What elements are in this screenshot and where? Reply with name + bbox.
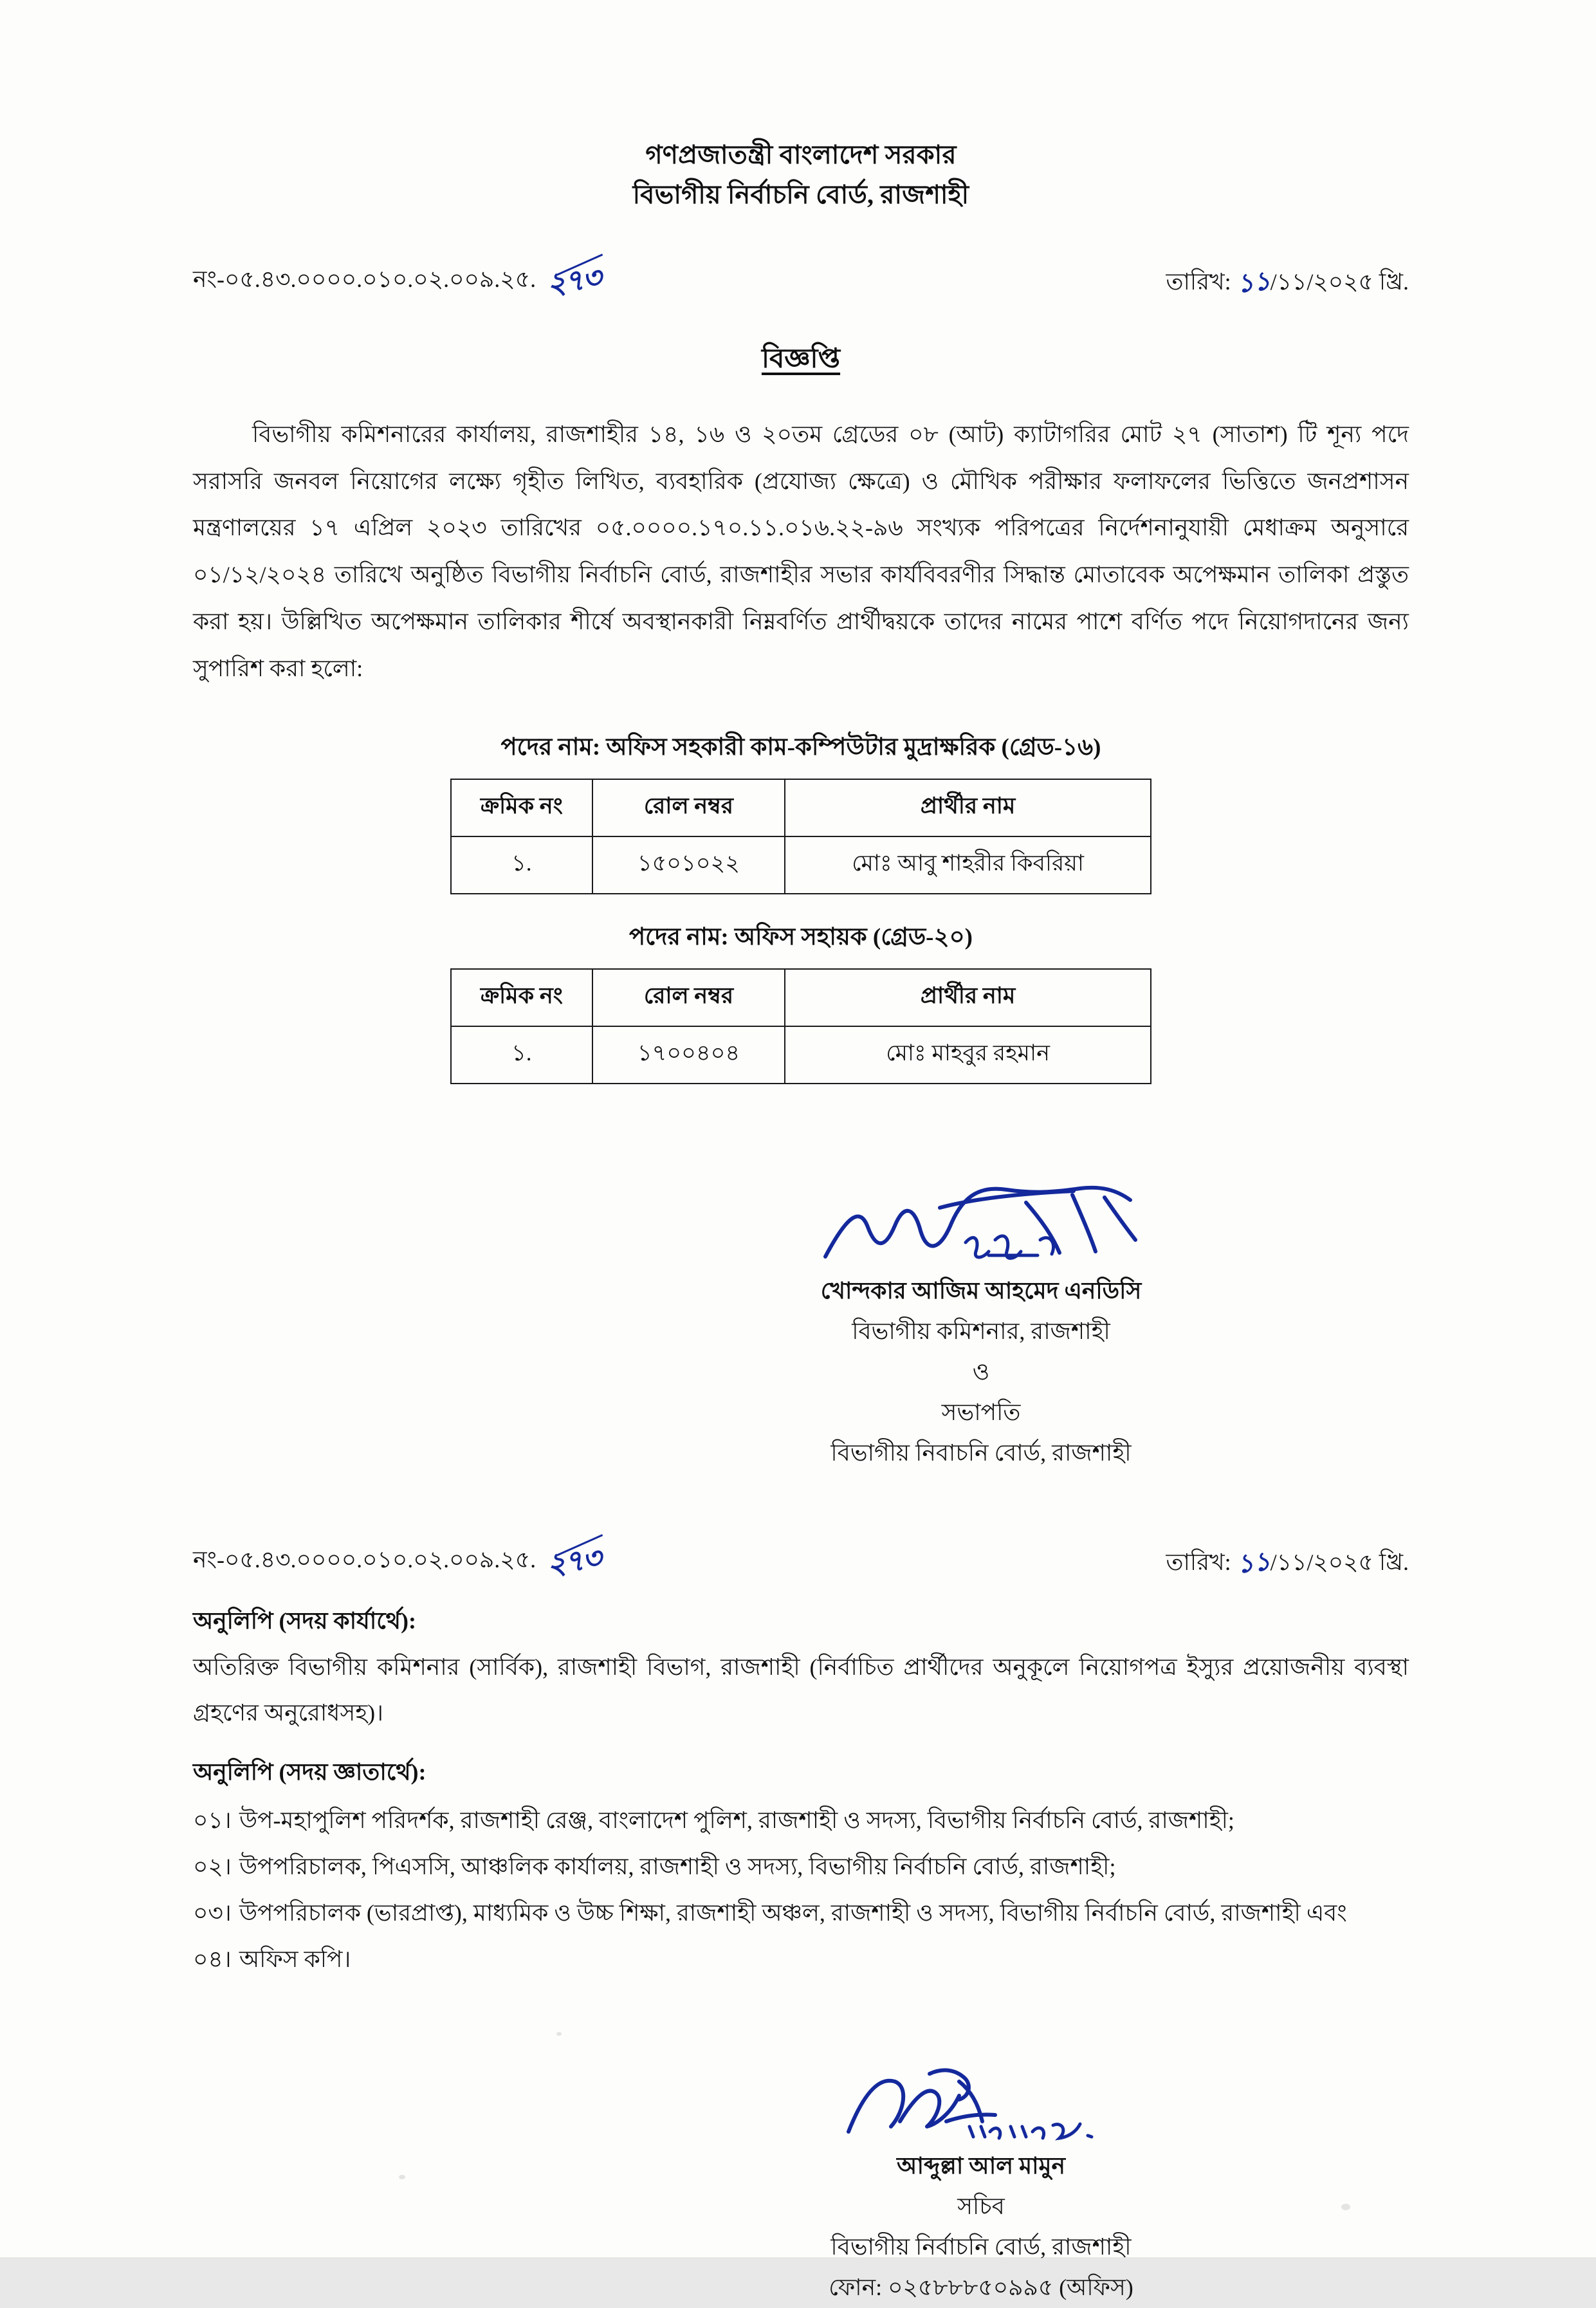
- notice-title: বিজ্ঞপ্তি: [761, 344, 841, 374]
- table-header-row: [451, 779, 1151, 836]
- list-item-text: উপপরিচালক, পিএসসি, আঞ্চলিক কার্যালয়, রাজশাহী ও সদস্য, বিভাগীয় নির্বাচনি বোর্ড, রাজশাহী;: [239, 1853, 1116, 1879]
- list-item: [193, 1843, 1409, 1890]
- memo-date-rest: /১১/২০২৫ খ্রি.: [1270, 1549, 1409, 1576]
- signature-block-secretary: [193, 2060, 1409, 2308]
- list-item-text: অফিস কপি।: [239, 1946, 351, 1972]
- table-header-row: [451, 969, 1151, 1026]
- cell-candidate-name: মোঃ আবু শাহরীর কিবরিয়া: [785, 836, 1151, 894]
- office-name: বিভাগীয় নির্বাচনি বোর্ড, রাজশাহী: [632, 180, 969, 209]
- signatory-1-role: সভাপতি: [941, 1399, 1021, 1426]
- signature-inner: [814, 1181, 1148, 1473]
- signatory-1-conjunction: ও: [972, 1359, 990, 1385]
- signature-inner: [829, 2060, 1133, 2308]
- signatory-2-designation: সচিব: [957, 2193, 1005, 2219]
- memo-date-handwritten: ১১: [1235, 265, 1272, 299]
- col-candidate-name: প্রার্থীর নাম: [785, 779, 1151, 836]
- copy-info-heading: অনুলিপি (সদয় জ্ঞাতার্থে):: [193, 1759, 427, 1785]
- document-content: [193, 135, 1409, 2308]
- col-serial: ক্রমিক নং: [451, 779, 592, 836]
- table-row: [451, 836, 1151, 894]
- memo-date-label: তারিখ:: [1166, 1549, 1231, 1576]
- letterhead: [193, 135, 1409, 215]
- signatory-1-name: খোন্দকার আজিম আহমেদ এনডিসি: [820, 1278, 1142, 1304]
- signatory-2-phone: ফোন: ০২৫৮৮৮৫০৯৯৫ (অফিস): [829, 2274, 1133, 2300]
- list-item-number: ০২।: [193, 1853, 232, 1879]
- signature-block-commissioner: [193, 1181, 1409, 1473]
- body-paragraph-text: বিভাগীয় কমিশনারের কার্যালয়, রাজশাহীর ১৪, ১৬ ও ২০তম গ্রেডের ০৮ (আট) ক্যাটাগরির মোট ২৭ (সাতাশ) টি শূন্য পদে সরাসরি জনবল নিয়োগের লক্ষ্যে গৃহীত লিখিত, ব্যবহারিক (প্রযোজ্য ক্ষেত্রে) ও মৌখিক পরীক্ষার ফলাফলের ভিত্তিতে জনপ্রশাসন মন্ত্রণালয়ের ১৭ এপ্রিল ২০২৩ তারিখের ০৫.০০০০.১৭০.১১.০১৬.২২-৯৬ সংখ্যক পরিপত্রের নির্দেশনানুযায়ী মেধাক্রম অনুসারে ০১/১২/২০২৪ তারিখে অনুষ্ঠিত বিভাগীয় নির্বাচনি বোর্ড, রাজশাহীর সভার কার্যবিবরণীর সিদ্ধান্ত মোতাবেক অপেক্ষমান তালিকা প্রস্তুত করা হয়। উল্লিখিত অপেক্ষমান তালিকার শীর্ষে অবস্থানকারী নিম্নবর্ণিত প্রার্থীদ্বয়কে তাদের নামের পাশে বর্ণিত পদে নিয়োগদানের জন্য সুপারিশ করা হলো:: [193, 421, 1409, 681]
- memo-number-label: নং-০৫.৪৩.০০০০.০১০.০২.০০৯.২৫.: [193, 1547, 537, 1573]
- col-serial: ক্রমিক নং: [451, 969, 592, 1026]
- signatory-1-board: বিভাগীয় নিবাচনি বোর্ড, রাজশাহী: [830, 1440, 1132, 1466]
- list-item-number: ০৪।: [193, 1946, 232, 1972]
- cell-roll: ১৭০০৪০৪: [592, 1026, 785, 1084]
- list-item-text: উপ-মহাপুলিশ পরিদর্শক, রাজশাহী রেঞ্জ, বাংলাদেশ পুলিশ, রাজশাহী ও সদস্য, বিভাগীয় নির্বাচনি বোর্ড, রাজশাহী;: [239, 1807, 1234, 1833]
- memo-number-handwritten: ২৭৩: [544, 259, 603, 302]
- table-row: [451, 1026, 1151, 1084]
- memo-row-top: [193, 255, 1409, 304]
- memo-date-top: [1166, 261, 1409, 304]
- memo-number-handwritten: ২৭৩: [544, 1540, 603, 1582]
- memo-number-bottom: [193, 1535, 601, 1584]
- list-item: [193, 1936, 1409, 1982]
- memo-date-handwritten: ১১: [1235, 1546, 1272, 1580]
- signature-2-image: [833, 2060, 1129, 2150]
- list-item: [193, 1797, 1409, 1843]
- cell-candidate-name: মোঃ মাহবুর রহমান: [785, 1026, 1151, 1084]
- signature-1-image: [814, 1181, 1148, 1277]
- signatory-2-name: আব্দুল্লা আল মামুন: [896, 2152, 1066, 2179]
- col-roll: রোল নম্বর: [592, 969, 785, 1026]
- copy-action-text: অতিরিক্ত বিভাগীয় কমিশনার (সার্বিক), রাজশাহী বিভাগ, রাজশাহী (নির্বাচিত প্রার্থীদের অনুকূলে নিয়োগপত্র ইস্যুর প্রয়োজনীয় ব্যবস্থা গ্রহণের অনুরোধসহ)।: [193, 1654, 1409, 1726]
- cell-serial: ১.: [451, 1026, 592, 1084]
- list-item-number: ০৩।: [193, 1899, 232, 1926]
- signatory-1-designation: বিভাগীয় কমিশনার, রাজশাহী: [852, 1318, 1110, 1345]
- post-title-2: পদের নাম: অফিস সহায়ক (গ্রেড-২০): [629, 924, 973, 951]
- memo-date-label: তারিখ:: [1166, 269, 1231, 295]
- memo-row-bottom: [193, 1535, 1409, 1584]
- candidate-table-1: [450, 779, 1151, 894]
- list-item-number: ০১।: [193, 1807, 232, 1833]
- body-paragraph: [193, 411, 1409, 692]
- cell-serial: ১.: [451, 836, 592, 894]
- col-roll: রোল নম্বর: [592, 779, 785, 836]
- candidate-table-2: [450, 968, 1151, 1084]
- list-item-text: উপপরিচালক (ভারপ্রাপ্ত), মাধ্যমিক ও উচ্চ শিক্ষা, রাজশাহী অঞ্চল, রাজশাহী ও সদস্য, বিভাগীয় নির্বাচনি বোর্ড, রাজশাহী এবং: [239, 1899, 1347, 1926]
- copy-info-list: [193, 1797, 1409, 1982]
- copy-action-heading: অনুলিপি (সদয় কার্যার্থে):: [193, 1608, 416, 1634]
- memo-date-bottom: [1166, 1541, 1409, 1584]
- col-candidate-name: প্রার্থীর নাম: [785, 969, 1151, 1026]
- memo-number-label: নং-০৫.৪৩.০০০০.০১০.০২.০০৯.২৫.: [193, 266, 537, 292]
- memo-date-rest: /১১/২০২৫ খ্রি.: [1270, 269, 1409, 295]
- cell-roll: ১৫০১০২২: [592, 836, 785, 894]
- govt-name: গণপ্রজাতন্ত্রী বাংলাদেশ সরকার: [645, 140, 957, 169]
- post-title-1: পদের নাম: অফিস সহকারী কাম-কম্পিউটার মুদ্রাক্ষরিক (গ্রেড-১৬): [500, 734, 1101, 761]
- signatory-2-board: বিভাগীয় নির্বাচনি বোর্ড, রাজশাহী: [830, 2233, 1132, 2260]
- list-item: [193, 1890, 1409, 1936]
- memo-number-top: [193, 255, 601, 304]
